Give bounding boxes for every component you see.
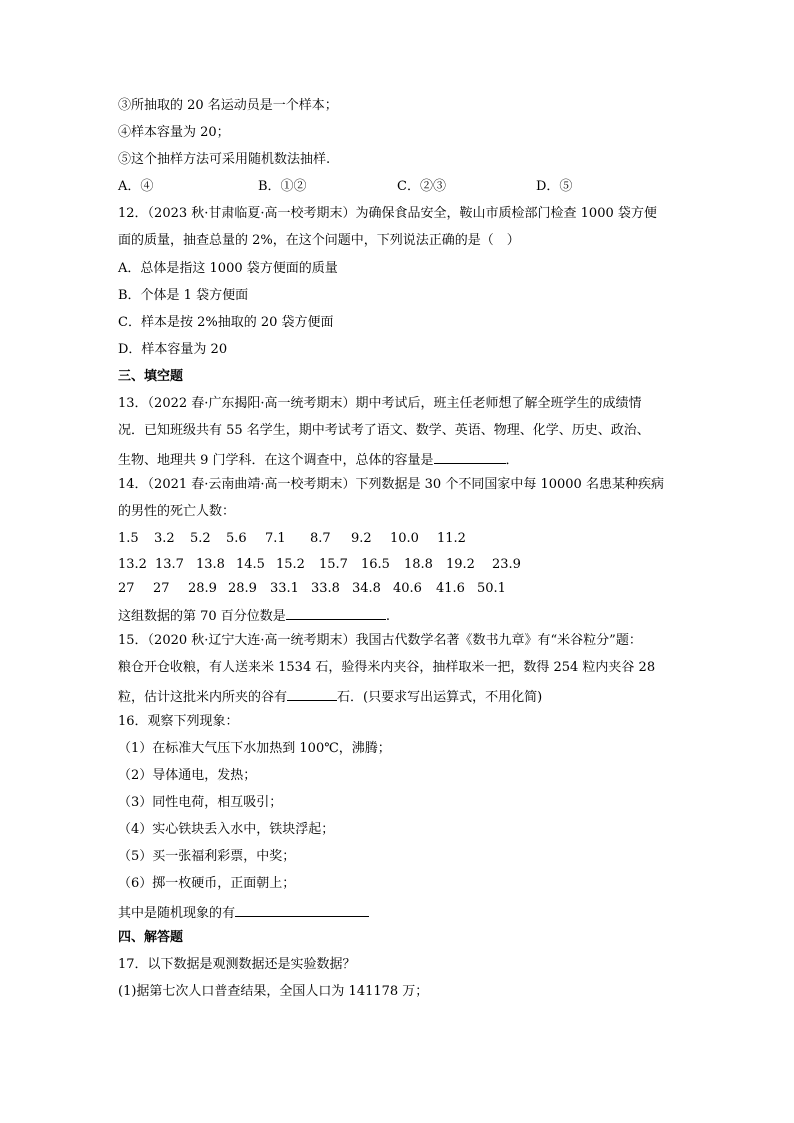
q16-item-3: （3）同性电荷，相互吸引；: [118, 795, 283, 810]
data-cell: 7.1: [265, 531, 286, 546]
q12-option-b: B．个体是 1 袋方便面: [118, 288, 249, 303]
data-cell: 23.9: [492, 557, 521, 572]
q16-item-2: （2）导体通电，发热；: [118, 768, 257, 783]
q14-line-2: 的男性的死亡人数：: [118, 504, 236, 519]
q11-option-d: D．⑤: [536, 179, 573, 194]
q14-last-line: [118, 605, 390, 626]
q13-line-3: [118, 449, 519, 470]
data-cell: 15.2: [276, 557, 305, 572]
q14-data-row-1: [118, 530, 638, 548]
section-heading-answer: 四、解答题: [118, 930, 184, 945]
data-cell: 33.1: [270, 581, 299, 596]
q15-line-2: 粮仓开仓收粮，有人送来米 1534 石，验得米内夹谷，抽样取米一把，数得 254 粒内夹谷 28: [118, 660, 656, 675]
data-cell: 3.2: [154, 531, 175, 546]
data-cell: 10.0: [390, 531, 419, 546]
q14-data-row-2: [118, 556, 638, 574]
data-cell: 34.8: [352, 581, 381, 596]
data-cell: 33.8: [311, 581, 340, 596]
q11-statement-3: ③所抽取的 20 名运动员是一个样本；: [118, 98, 338, 113]
q11-statement-4: ④样本容量为 20；: [118, 125, 230, 140]
data-cell: 15.7: [319, 557, 348, 572]
q14-data-row-3: [118, 580, 638, 598]
data-cell: 13.8: [196, 557, 225, 572]
q15-line-3-text: 粒，估计这批米内所夹的谷有: [118, 690, 288, 705]
q11-option-b: B．①②: [258, 179, 307, 194]
q14-last-end: .: [385, 609, 390, 624]
q11-options: [118, 178, 678, 196]
q15-answer-blank[interactable]: [287, 686, 337, 701]
q14-line-1: 14．（2021 春·云南曲靖·高一校考期末）下列数据是 30 个不同国家中每 10000 名患某种疾病: [118, 477, 664, 492]
data-cell: 11.2: [437, 531, 466, 546]
data-cell: 40.6: [393, 581, 422, 596]
data-cell: 28.9: [188, 581, 217, 596]
q11-option-c: C．②③: [397, 179, 446, 194]
data-cell: 18.8: [404, 557, 433, 572]
q17-title: 17．以下数据是观测数据还是实验数据？: [118, 957, 356, 972]
data-cell: 9.2: [351, 531, 372, 546]
q13-line-1: 13．（2022 春·广东揭阳·高一统考期末）期中考试后，班主任老师想了解全班学生的成绩情: [118, 396, 642, 411]
q12-line-1: 12．（2023 秋·甘肃临夏·高一校考期末）为确保食品安全，鞍山市质检部门检查 1000 袋方便: [118, 206, 657, 221]
data-cell: 27: [153, 581, 170, 596]
q16-answer-blank[interactable]: [235, 902, 369, 917]
q12-line-2: 面的质量，抽查总量的 2%，在这个问题中，下列说法正确的是（ ）: [118, 233, 520, 248]
data-cell: 27: [118, 581, 135, 596]
q16-item-5: （5）买一张福利彩票，中奖；: [118, 849, 296, 864]
data-cell: 50.1: [477, 581, 506, 596]
q15-line-3-end: 石．(只要求写出运算式，不用化简): [337, 690, 543, 705]
q16-last-line: [118, 902, 369, 923]
q14-last-text: 这组数据的第 70 百分位数是: [118, 609, 286, 624]
q16-item-6: （6）掷一枚硬币，正面朝上；: [118, 876, 296, 891]
q13-answer-blank[interactable]: [434, 449, 506, 464]
data-cell: 16.5: [361, 557, 390, 572]
section-heading-fill-in: 三、填空题: [118, 369, 184, 384]
data-cell: 19.2: [446, 557, 475, 572]
data-cell: 28.9: [228, 581, 257, 596]
q13-line-2: 况．已知班级共有 55 名学生，期中考试考了语文、数学、英语、物理、化学、历史、政治、: [118, 423, 650, 438]
q15-line-1: 15．（2020 秋·辽宁大连·高一统考期末）我国古代数学名著《数书九章》有“米谷粒分”题：: [118, 633, 642, 648]
q15-line-3: [118, 686, 542, 707]
data-cell: 5.6: [226, 531, 247, 546]
q16-item-4: （4）实心铁块丢入水中，铁块浮起；: [118, 822, 335, 837]
data-cell: 13.2: [118, 557, 147, 572]
q12-option-a: A．总体是指这 1000 袋方便面的质量: [118, 261, 338, 276]
q16-item-1: （1）在标准大气压下水加热到 100℃，沸腾；: [118, 741, 391, 756]
data-cell: 5.2: [190, 531, 211, 546]
data-cell: 41.6: [436, 581, 465, 596]
q17-item-1: (1)据第七次人口普查结果，全国人口为 141178 万；: [118, 984, 429, 999]
q13-line-3-end: ．: [505, 453, 519, 468]
q12-option-d: D．样本容量为 20: [118, 342, 228, 357]
q12-option-c: C．样本是按 2%抽取的 20 袋方便面: [118, 315, 334, 330]
data-cell: 8.7: [310, 531, 331, 546]
data-cell: 14.5: [236, 557, 265, 572]
q16-last-text: 其中是随机现象的有: [118, 906, 236, 921]
data-cell: 1.5: [118, 531, 139, 546]
data-cell: 13.7: [155, 557, 184, 572]
q11-statement-5: ⑤这个抽样方法可采用随机数法抽样.: [118, 152, 331, 167]
q14-answer-blank[interactable]: [286, 605, 386, 620]
q13-line-3-text: 生物、地理共 9 门学科．在这个调查中，总体的容量是: [118, 453, 434, 468]
q16-title: 16．观察下列现象：: [118, 714, 239, 729]
q11-option-a: A．④: [118, 179, 154, 194]
